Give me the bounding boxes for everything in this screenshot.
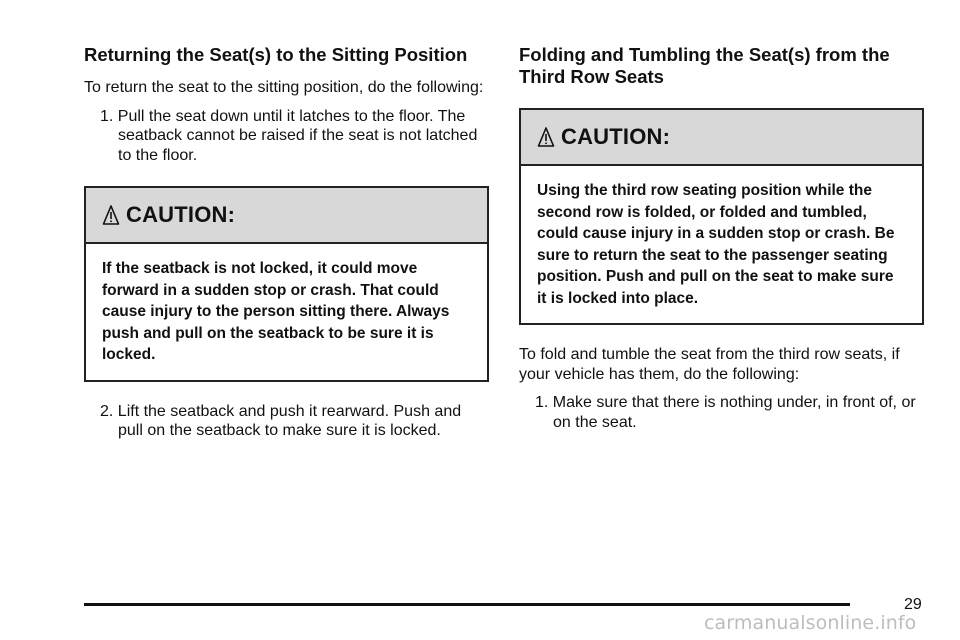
caution-text: Using the third row seating position while the second row is folded, or folded and tumbled, could cause injury in a sudden stop or crash. Be sure to return the seat to the passenger seating position. Push and pull on the seat to make sure it is locked into place. <box>537 182 895 307</box>
caution-text: If the seatback is not locked, it could move forward in a sudden stop or crash. That could cause injury to the person sitting there. Always push and pull on the seatback to be sure it is locked. <box>102 260 450 363</box>
page-number: 29 <box>904 596 922 613</box>
left-column <box>84 44 489 441</box>
list-item: 1. Make sure that there is nothing under, in front of, or on the seat. <box>535 394 916 431</box>
caution-box <box>84 186 489 382</box>
warning-triangle-icon <box>102 204 120 226</box>
caution-header <box>86 188 487 244</box>
footer-rule <box>84 603 850 606</box>
caution-title: CAUTION: <box>561 124 671 149</box>
watermark: carmanualsonline.info <box>704 612 917 634</box>
steps-list <box>84 107 489 166</box>
section-heading-folding-seat: Folding and Tumbling the Seat(s) from the Third Row Seats <box>519 44 890 87</box>
intro-paragraph: To return the seat to the sitting position, do the following: <box>84 79 484 96</box>
caution-title: CAUTION: <box>126 202 236 227</box>
caution-header <box>521 110 922 166</box>
steps-list <box>519 393 924 432</box>
section-heading-returning-seat: Returning the Seat(s) to the Sitting Position <box>84 44 468 65</box>
right-column <box>519 44 924 432</box>
list-item: 2. Lift the seatback and push it rearward. Push and pull on the seatback to make sure it is locked. <box>100 402 462 439</box>
list-item: 1. Pull the seat down until it latches to the floor. The seatback cannot be raised if the seat is not latched to the floor. <box>100 107 478 164</box>
warning-triangle-icon <box>537 126 555 148</box>
intro-paragraph: To fold and tumble the seat from the third row seats, if your vehicle has them, do the following: <box>519 346 900 383</box>
steps-list <box>84 402 489 441</box>
caution-box <box>519 108 924 325</box>
